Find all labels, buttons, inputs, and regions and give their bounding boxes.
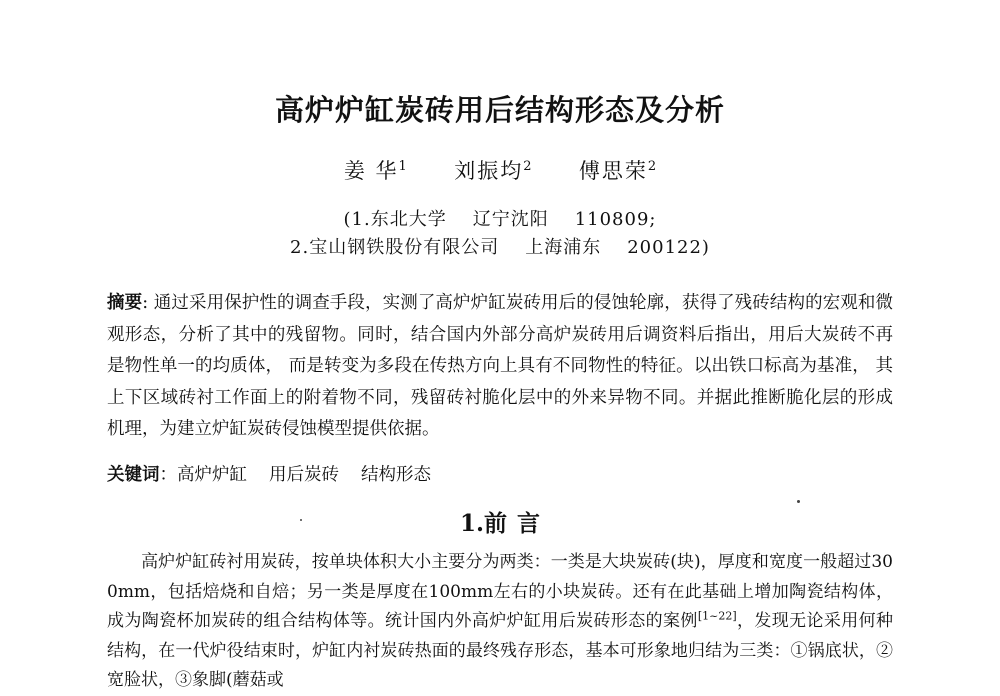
- author-affiliation-mark: 1: [398, 159, 407, 174]
- author-list: [0, 155, 1000, 185]
- affiliation-postcode: 200122): [627, 237, 710, 258]
- scan-speck: [797, 500, 800, 503]
- author-affiliation-mark: 2: [647, 159, 657, 174]
- affiliation-postcode: 110809;: [574, 209, 657, 230]
- paragraph-text-continued: ，发现无论采用何种结构，在一代炉役结束时，炉缸内衬炭砖热面的最终残存形态，基本可形象地归结为三类：①锅底状，②宽脸状，③象脚(蘑菇或: [107, 611, 894, 690]
- affiliation-line-2: [0, 233, 1000, 259]
- citation-ref: [1~22]: [697, 609, 737, 623]
- keyword-item: ：高炉炉缸: [159, 465, 247, 485]
- section-heading: [0, 505, 1000, 538]
- keyword-item: 用后炭砖: [269, 465, 339, 485]
- scan-speck: [300, 519, 302, 521]
- paper-title: 高炉炉缸炭砖用后结构形态及分析: [274, 93, 725, 127]
- keyword-item: 结构形态: [361, 465, 431, 485]
- affiliation-prefix: (1.: [343, 209, 371, 230]
- affiliation-city: 上海浦东: [525, 237, 602, 258]
- author-name: 姜 华: [343, 159, 399, 183]
- keywords-label: 关键词: [107, 465, 160, 485]
- author-affiliation-mark: 2: [523, 159, 532, 174]
- affiliation-org: 东北大学: [370, 209, 447, 230]
- section-title: 言: [517, 510, 540, 537]
- section-body-paragraph: [107, 548, 893, 696]
- abstract-text: : 通过采用保护性的调查手段，实测了高炉炉缸炭砖用后的侵蚀轮廓，获得了残砖结构的宏观和微观形态，分析了其中的残留物。同时，结合国内外部分高炉炭砖用后调资料后指出，用后大炭砖不再是物性单一的均质体， 而是转变为多段在传热方向上具有不同物性的特征。以出铁口标高为基准， 其上下区域砖衬工作面上的附着物不同，残留砖衬脆化层中的外来异物不同。并据此推断脆化层的形成机理，为建立炉缸炭砖侵蚀模型提供依据。: [107, 293, 893, 439]
- abstract-label: 摘要: [107, 293, 143, 313]
- abstract: [107, 288, 893, 446]
- affiliation-line-1: [0, 205, 1000, 231]
- keywords: [107, 461, 893, 489]
- affiliation-org: 宝山钢铁股份有限公司: [309, 237, 500, 258]
- author-name: 傅思荣: [578, 159, 648, 183]
- section-number: 1.前: [459, 510, 507, 537]
- paragraph-text: 高炉炉缸砖衬用炭砖，按单块体积大小主要分为两类：一类是大块炭砖(块)，厚度和宽度一般超过300mm，包括焙烧和自焙；另一类是厚度在100mm左右的小块炭砖。还有在此基础上增加陶瓷结构体，成为陶瓷杯加炭砖的组合结构体等。统计国内外高炉炉缸用后炭砖形态的案例: [107, 552, 893, 631]
- author-name: 刘振均: [454, 159, 524, 183]
- affiliation-city: 辽宁沈阳: [472, 209, 549, 230]
- affiliation-prefix: 2.: [290, 237, 310, 258]
